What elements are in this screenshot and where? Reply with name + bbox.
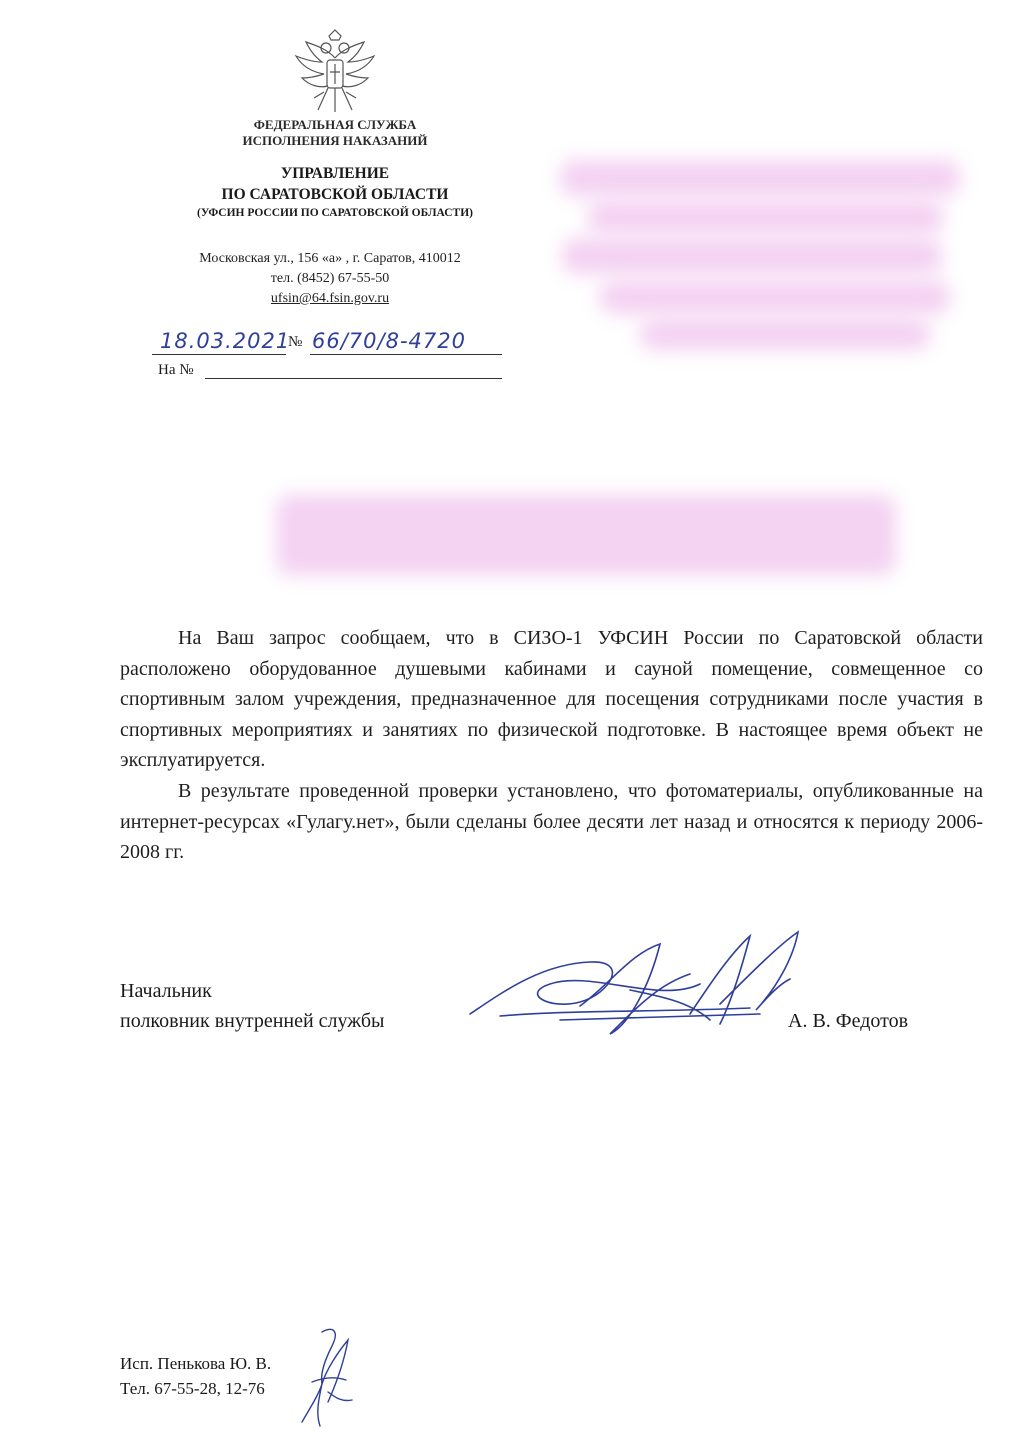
redacted-recipient bbox=[588, 200, 943, 234]
address: Московская ул., 156 «а» , г. Саратов, 410012 bbox=[199, 251, 461, 266]
redacted-salutation bbox=[276, 495, 896, 575]
agency-name-line2: ИСПОЛНЕНИЯ НАКАЗАНИЙ bbox=[242, 133, 428, 148]
reference-underline bbox=[205, 378, 502, 379]
signatory-name: А. В. Федотов bbox=[788, 1010, 909, 1032]
executor-name: Исп. Пенькова Ю. В. bbox=[120, 1354, 272, 1373]
email-link[interactable]: ufsin@64.fsin.gov.ru bbox=[270, 291, 390, 306]
redacted-recipient bbox=[560, 160, 960, 196]
handwritten-signature bbox=[460, 924, 810, 1054]
redacted-recipient bbox=[562, 238, 942, 274]
signatory-title: Начальник bbox=[120, 980, 212, 1002]
handwritten-initials bbox=[292, 1322, 362, 1432]
number-underline bbox=[310, 354, 502, 355]
agency-name-line1: ФЕДЕРАЛЬНАЯ СЛУЖБА bbox=[253, 117, 417, 132]
redacted-recipient bbox=[600, 280, 950, 314]
executor-phone: Тел. 67-55-28, 12-76 bbox=[120, 1379, 265, 1398]
signatory-rank: полковник внутренней службы bbox=[120, 1010, 385, 1032]
department-abbreviation: (УФСИН РОССИИ ПО САРАТОВСКОЙ ОБЛАСТИ) bbox=[197, 207, 473, 219]
phone: тел. (8452) 67-55-50 bbox=[270, 271, 390, 286]
agency-name bbox=[120, 117, 550, 149]
double-headed-eagle-emblem-icon bbox=[288, 28, 382, 116]
department-name-line2: ПО САРАТОВСКОЙ ОБЛАСТИ bbox=[221, 186, 449, 203]
body-paragraph-2: В результате проведенной проверки установлено, что фотоматериалы, опубликованные на интернет-ресурсах «Гулагу.нет», были сделаны более десяти лет назад и относятся к периоду 2006-2008 гг. bbox=[120, 779, 983, 864]
date-underline bbox=[152, 354, 286, 355]
department-name-line1: УПРАВЛЕНИЕ bbox=[280, 165, 390, 182]
number-label: № bbox=[288, 334, 303, 350]
registration-number: 66/70/8-4720 bbox=[312, 329, 466, 353]
reference-label: На № bbox=[158, 362, 194, 378]
body-paragraph-1: На Ваш запрос сообщаем, что в СИЗО-1 УФСИН России по Саратовской области расположено оборудованное душевыми кабинами и сауной помещение, совмещенное со спортивным залом учреждения, предназначенное для посещения сотрудниками после участия в спортивных мероприятиях и занятиях по физической подготовке. В настоящее время объект не эксплуатируется. bbox=[120, 627, 983, 772]
letter-body bbox=[120, 623, 983, 868]
registration-date: 18.03.2021 bbox=[160, 329, 291, 353]
redacted-recipient bbox=[640, 318, 930, 350]
